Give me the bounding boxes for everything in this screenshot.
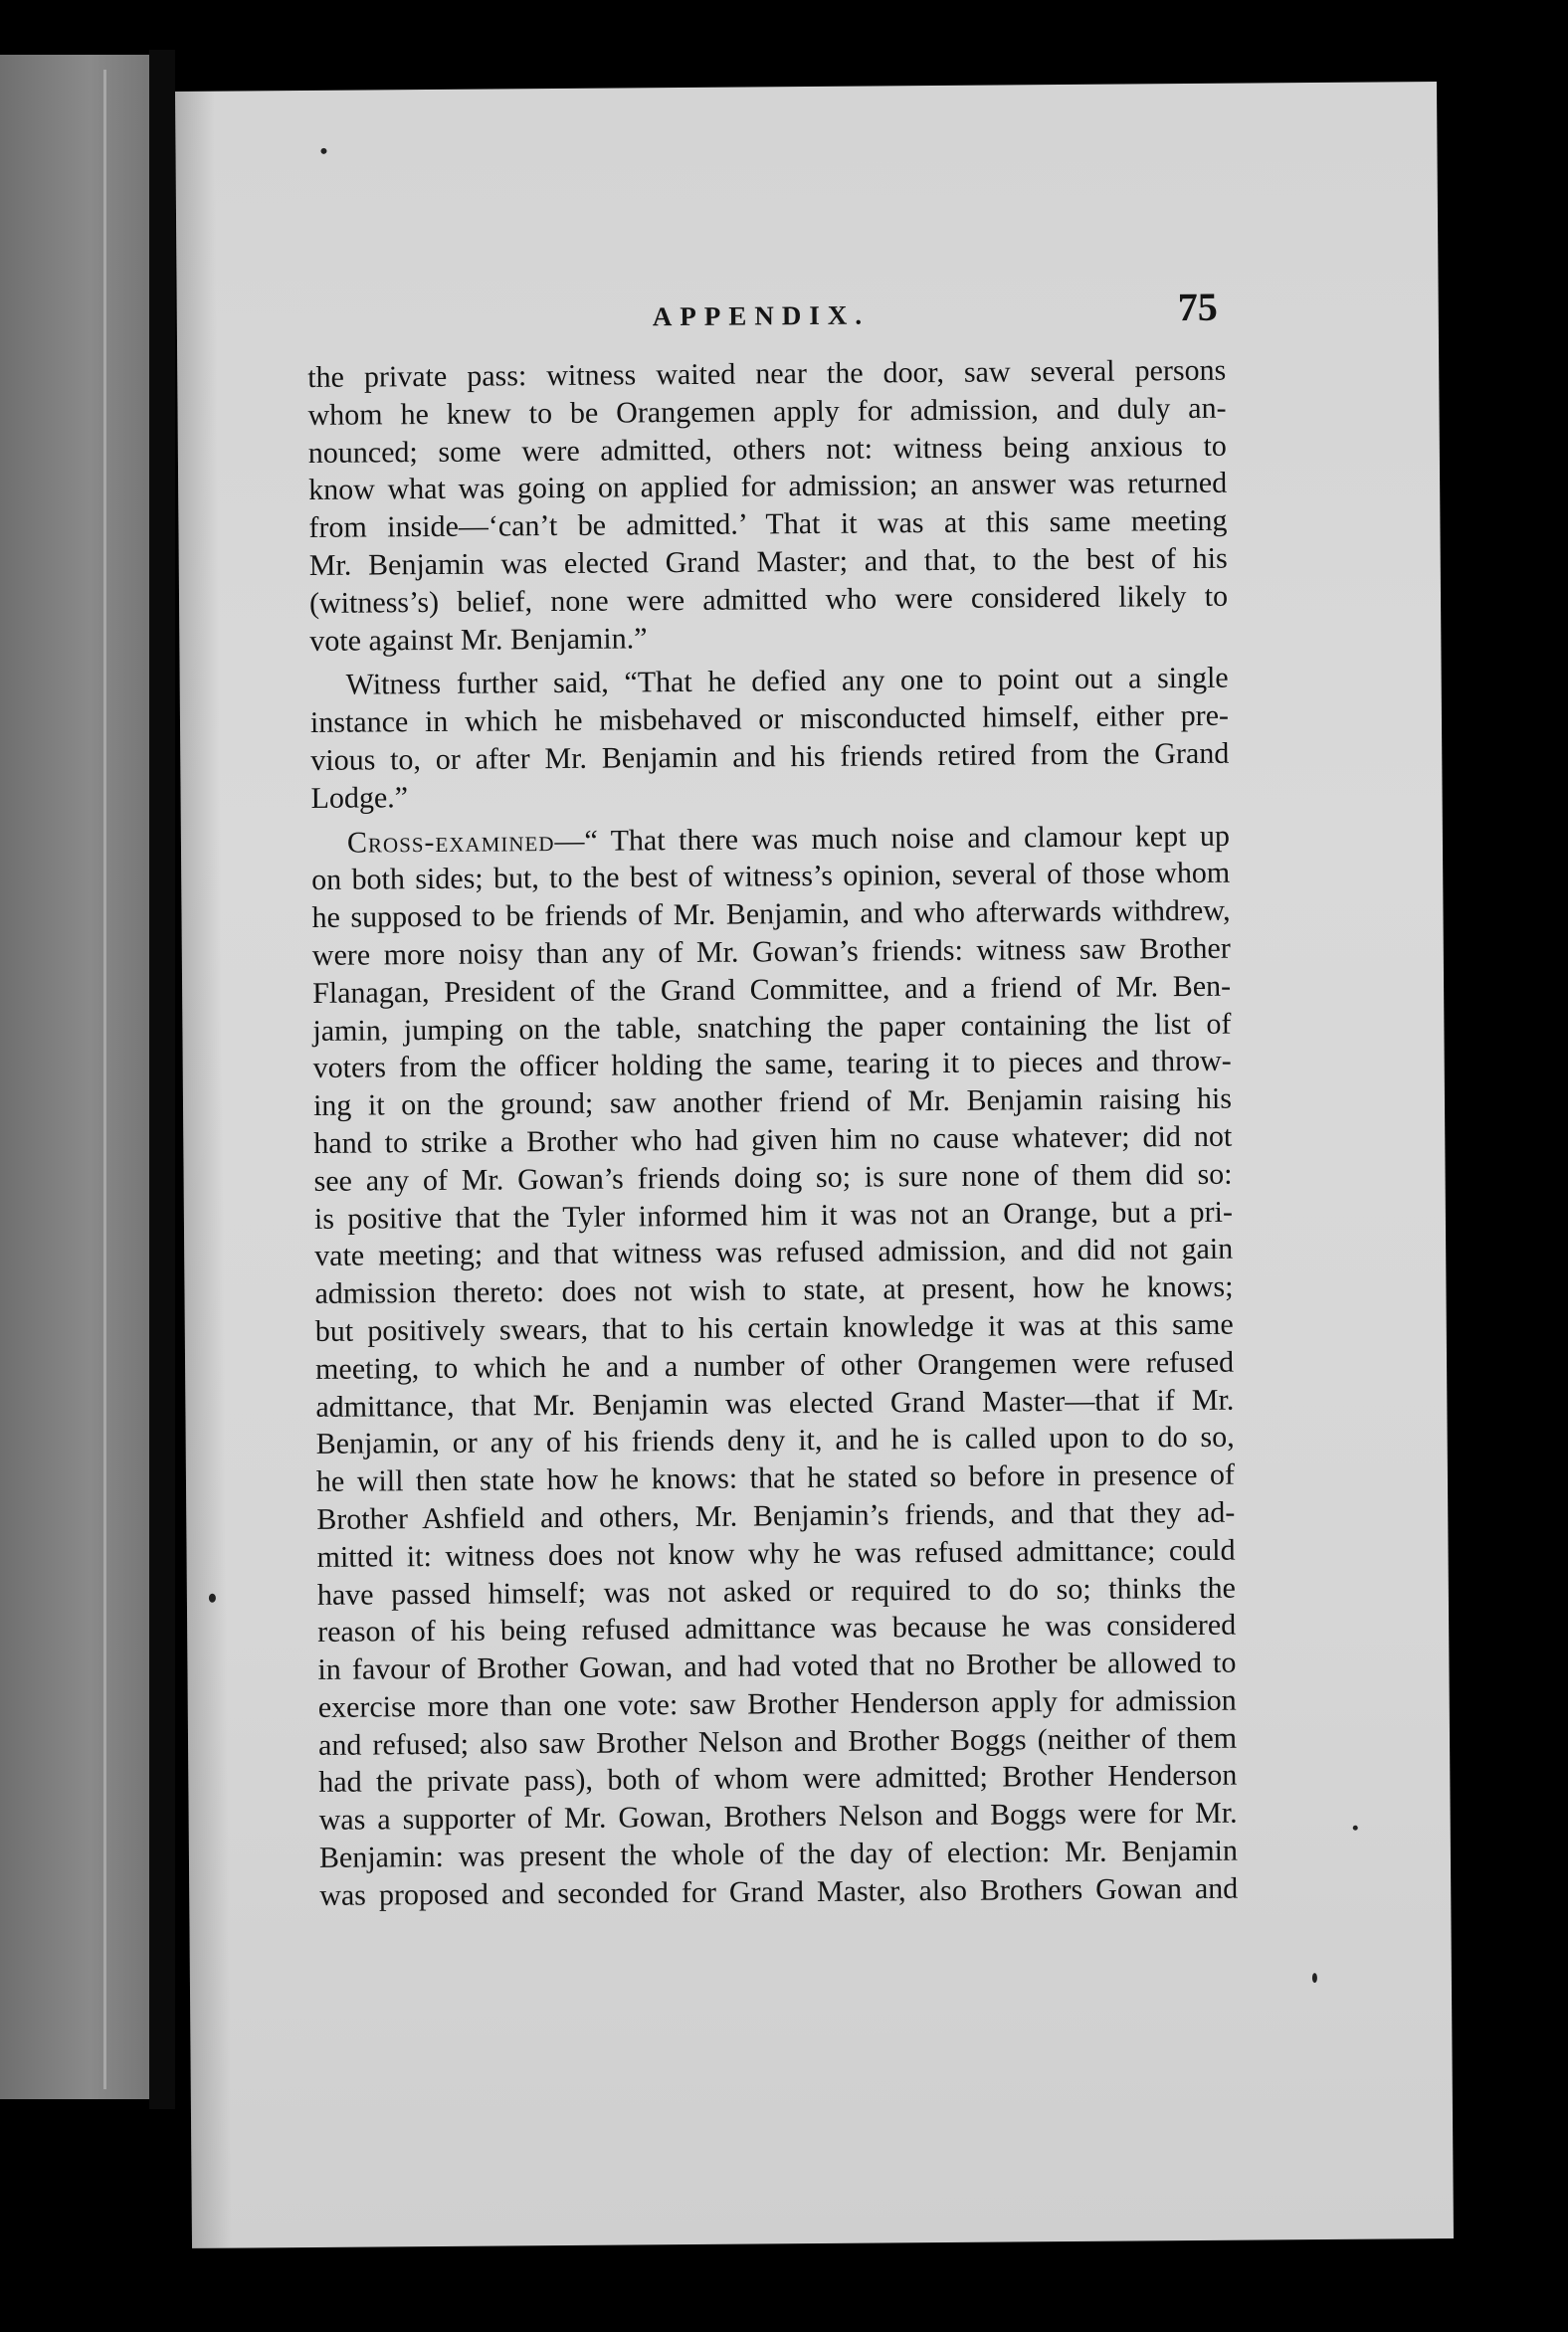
text-line: Benjamin: was present the whole of the day of election: Mr. Benjamin [318, 1834, 1239, 1874]
text-line: Witness further said, “That he defied any one to point out a single [345, 662, 1229, 702]
text-line: Mr. Benjamin was elected Grand Master; and that, to the best of his [308, 541, 1228, 582]
book-gutter [149, 50, 175, 2109]
text-line: is positive that the Tyler informed him it was not an Orange, but a pri- [313, 1195, 1234, 1236]
text-line: from inside—‘can’t be admitted.’ That it was at this same meeting [308, 503, 1228, 545]
text-line: voters from the officer holding the same, tearing it to pieces and throw- [312, 1045, 1232, 1085]
text-line: he supposed to be friends of Mr. Benjamin, and who afterwards withdrew, [311, 893, 1231, 935]
text-line: whom he knew to be Orangemen apply for admission, and duly an- [307, 391, 1227, 432]
text-line: but positively swears, that to his certain knowledge it was at this same [314, 1307, 1234, 1348]
text-line: have passed himself; was not asked or required to do so; thinks the [316, 1571, 1236, 1612]
paper-speck [1353, 1826, 1358, 1831]
paragraph-2 [310, 660, 1230, 817]
cross-examined-heading: Cross-examined [346, 824, 555, 860]
book-page [175, 82, 1454, 2248]
text-line: reason of his being refused admittance was because he was considered [317, 1608, 1237, 1650]
text-line: vote against Mr. Benjamin.” [309, 621, 648, 658]
text-line: know what was going on applied for admission; an answer was returned [308, 467, 1228, 507]
text-line: the private pass: witness waited near the door, saw several persons [307, 353, 1227, 394]
paper-speck [320, 148, 326, 154]
text-line: admittance, that Mr. Benjamin was elected Grand Master—that if Mr. [315, 1383, 1235, 1424]
text-line: meeting, to which he and a number of other Orangemen were refused [314, 1345, 1235, 1386]
text-line: instance in which he misbehaved or misconducted himself, either pre- [309, 698, 1230, 740]
text-line: hand to strike a Brother who had given him no cause whatever; did not [313, 1119, 1233, 1160]
text-line: vate meeting; and that witness was refused admission, and did not gain [314, 1233, 1234, 1273]
text-line: Benjamin, or any of his friends deny it, and he is called upon to do so, [315, 1420, 1235, 1461]
paper-speck [209, 1594, 216, 1603]
text-line: (witness’s) belief, none were admitted who were considered likely to [308, 579, 1229, 620]
text-line: were more noisy than any of Mr. Gowan’s friends: witness saw Brother [311, 931, 1231, 972]
text-line: on both sides; but, to the best of witness’s opinion, several of those whom [311, 857, 1231, 897]
text-line: was a supporter of Mr. Gowan, Brothers Nelson and Boggs were for Mr. [318, 1796, 1238, 1838]
text-line: admission thereto: does not wish to state, at present, how he knows; [314, 1269, 1234, 1311]
text-line: and refused; also saw Brother Nelson and Brother Boggs (neither of them [317, 1721, 1238, 1762]
text-line: had the private pass), both of whom were admitted; Brother Henderson [318, 1759, 1238, 1800]
body-text [307, 352, 1238, 1915]
text-line: exercise more than one vote: saw Brother Henderson apply for admission [317, 1683, 1237, 1724]
text-line: mitted it: witness does not know why he was refused admittance; could [316, 1533, 1236, 1574]
previous-page-edge [0, 55, 149, 2099]
running-head: APPENDIX. [652, 299, 871, 332]
paper-speck [1312, 1973, 1317, 1983]
text-line: see any of Mr. Gowan’s friends doing so; is sure none of them did so: [313, 1157, 1233, 1198]
text-line: was proposed and seconded for Grand Master, also Brothers Gowan and [319, 1871, 1239, 1912]
page-gutter-shadow [175, 92, 232, 2248]
paragraph-3 [311, 817, 1239, 1914]
text-line: vious to, or after Mr. Benjamin and his friends retired from the Grand [310, 736, 1230, 777]
text-line: ing it on the ground; saw another friend of Mr. Benjamin raising his [312, 1081, 1233, 1123]
text-line: Flanagan, President of the Grand Committee, and a friend of Mr. Ben- [311, 969, 1232, 1010]
text-line: jamin, jumping on the table, snatching the paper containing the list of [312, 1007, 1232, 1048]
text-line: Brother Ashfield and others, Mr. Benjamin’s friends, and that they ad- [316, 1495, 1236, 1536]
paragraph-1 [307, 352, 1228, 661]
previous-page-fold-line [103, 70, 106, 2089]
text-line: Lodge.” [310, 780, 409, 815]
text-line: he will then state how he knows: that he stated so before in presence of [315, 1458, 1236, 1499]
text-line-rest: —“ That there was much noise and clamour kept up [554, 819, 1231, 858]
text-line: in favour of Brother Gowan, and had voted that no Brother be allowed to [317, 1646, 1237, 1687]
text-line: nounced; some were admitted, others not: witness being anxious to [307, 429, 1227, 470]
page-number: 75 [1177, 284, 1218, 330]
